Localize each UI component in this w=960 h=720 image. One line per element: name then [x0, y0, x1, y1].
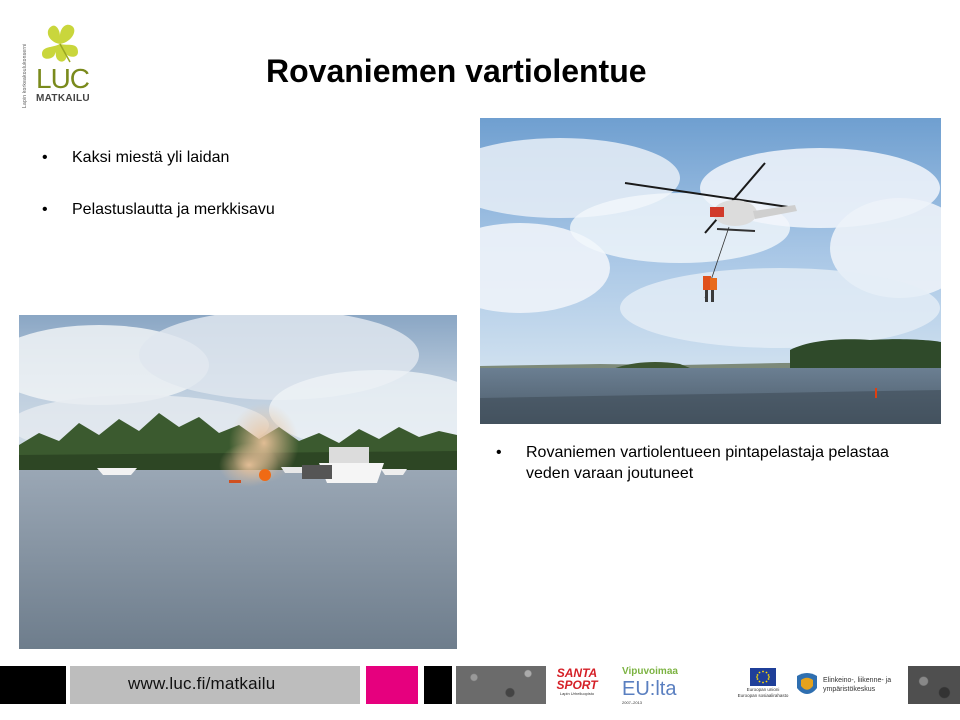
footer-pink-block [366, 666, 418, 704]
bullet-item: • Kaksi miestä yli laidan [42, 148, 275, 176]
logo-name: LUC [36, 63, 90, 94]
footer-black-block [0, 666, 66, 704]
helicopter-rescue-photo [480, 118, 941, 424]
luc-logo [22, 22, 92, 108]
boats-smoke-photo [19, 315, 457, 649]
logo-subtitle: MATKAILU [36, 93, 90, 104]
ely-emblem-icon [795, 672, 819, 698]
logo-vertical-text: Lapin korkeakoulukonserni [22, 43, 28, 108]
santa-sport-logo: SANTA SPORT Lapin Urheiluopisto [556, 666, 598, 696]
caption-text: Rovaniemen vartiolentueen pintapelastaja pelastaa veden varaan joutuneet [526, 444, 889, 482]
page-title: Rovaniemen vartiolentue [266, 53, 647, 89]
bullet-list [42, 148, 275, 252]
footer-bar: www.luc.fi/matkailu SANTA SPORT Lapin Urheiluopisto Vipuvoimaa EU:lta 2007–2013 Euroopan unioni Euroopan sosiaalirahasto Elinkeino-, liikenne- ja ympäristökeskus [0, 666, 960, 704]
vipuvoimaa-logo: Vipuvoimaa EU:lta 2007–2013 [622, 666, 678, 705]
footer-texture-block [456, 666, 546, 704]
bullet-item: • Pelastuslautta ja merkkisavu [42, 200, 275, 228]
eu-flag-logo: Euroopan unioni Euroopan sosiaalirahasto [737, 666, 789, 699]
eu-flag-icon [750, 668, 776, 686]
caption-bullet: • [496, 444, 502, 461]
footer-url-link[interactable]: www.luc.fi/matkailu [128, 674, 276, 693]
footer-texture-block-2 [908, 666, 960, 704]
photo-caption [496, 442, 936, 484]
footer-black-block-2 [424, 666, 452, 704]
leaf-icon [38, 22, 82, 66]
